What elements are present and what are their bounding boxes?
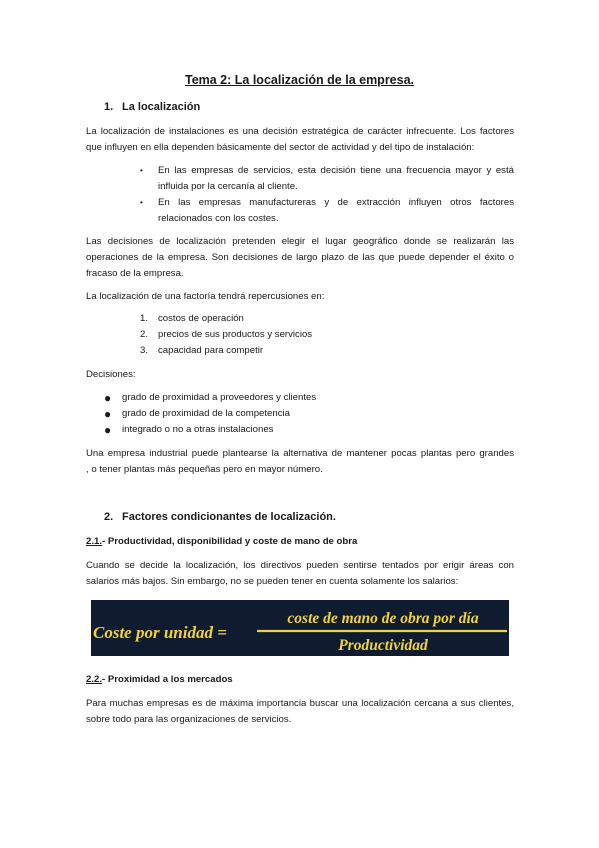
- bullet-line: En las empresas manufactureras y de extracción influyen otros factores: [158, 197, 514, 208]
- paragraph-line: La localización de una factoría tendrá repercusiones en:: [86, 291, 325, 302]
- list-item-text: precios de sus productos y servicios: [158, 329, 313, 340]
- cost-formula-image: [91, 600, 509, 656]
- bullet-icon: ●: [104, 423, 112, 437]
- section-1-title: La localización: [122, 101, 201, 113]
- list-item: [140, 311, 312, 327]
- list-item: [140, 327, 313, 343]
- subsection-title: - Productividad, disponibilidad y coste de mano de obra: [102, 536, 358, 547]
- paragraph-line: operaciones de la empresa. Son decisiones de largo plazo de las que puede depender el éxito o: [86, 252, 514, 263]
- list-number: 1.: [140, 313, 149, 324]
- paragraph-line: Para muchas empresas es de máxima importancia buscar una localización cercana a sus clientes,: [86, 698, 514, 709]
- bullet-line: relacionados con los costes.: [158, 213, 279, 224]
- intro-line: que influyen en ella dependen básicamente del sector de actividad y del tipo de instalación:: [86, 142, 475, 153]
- list-item-text: grado de proximidad a proveedores y clientes: [122, 392, 317, 403]
- formula-numerator: coste de mano de obra por día: [287, 610, 479, 627]
- list-item-text: grado de proximidad de la competencia: [122, 408, 290, 419]
- list-item: [104, 422, 316, 438]
- list-item-text: capacidad para competir: [158, 345, 264, 356]
- paragraph-line: sobre todo para las organizaciones de servicios.: [86, 714, 292, 725]
- bullet-line: influida por la cercanía al cliente.: [158, 181, 298, 192]
- list-item: [140, 195, 514, 227]
- paragraph-line: fracaso de la empresa.: [86, 268, 184, 279]
- numbered-list: [140, 311, 313, 359]
- markets-paragraph: [86, 696, 514, 728]
- formula-denominator: Productividad: [338, 637, 428, 654]
- section-1-number: 1.: [104, 101, 114, 113]
- repercussions-paragraph: [86, 289, 514, 305]
- intro-paragraph: [86, 124, 514, 156]
- bullet-icon: ●: [104, 391, 112, 405]
- paragraph-line: , o tener plantas más pequeñas pero en mayor número.: [86, 464, 323, 475]
- cost-formula-svg: [91, 600, 509, 656]
- list-item: [140, 163, 514, 195]
- list-item-text: costos de operación: [158, 313, 244, 324]
- labor-paragraph: [86, 558, 514, 590]
- section-2-title: Factores condicionantes de localización.: [122, 511, 336, 523]
- list-number: 3.: [140, 345, 149, 356]
- bullet-icon: •: [140, 198, 143, 207]
- bullet-line: En las empresas de servicios, esta decisión tiene una frecuencia mayor y está: [158, 165, 514, 176]
- intro-line: La localización de instalaciones es una decisión estratégica de carácter infrecuente. Los factores: [86, 126, 514, 137]
- bullet-icon: •: [140, 166, 143, 175]
- paragraph-line: Las decisiones de localización pretenden elegir el lugar geográfico donde se realizarán las: [86, 236, 514, 247]
- bullet-icon: ●: [104, 407, 112, 421]
- decisions-paragraph: [86, 234, 514, 282]
- paragraph-line: salarios más bajos. Sin embargo, no se pueden tener en cuenta solamente los salarios:: [86, 576, 459, 587]
- list-item: [104, 406, 316, 422]
- decisiones-list: [104, 390, 317, 438]
- section-2-number: 2.: [104, 511, 114, 523]
- paragraph-line: Cuando se decide la localización, los directivos pueden sentirse tentados por erigir áreas con: [86, 560, 514, 571]
- subsection-title: - Proximidad a los mercados: [102, 674, 233, 685]
- list-item-text: integrado o no a otras instalaciones: [122, 424, 274, 435]
- subsection-number: 2.2.: [86, 674, 103, 685]
- formula-lhs: Coste por unidad =: [93, 623, 227, 642]
- section-2-heading: [104, 509, 336, 525]
- page-title: Tema 2: La localización de la empresa.: [184, 73, 415, 87]
- subsection-2-2-heading: [86, 672, 233, 688]
- subsection-number: 2.1.: [86, 536, 103, 547]
- decisiones-label: [86, 367, 514, 383]
- decisiones-label-text: Decisiones:: [86, 369, 136, 380]
- list-item: [140, 343, 312, 359]
- section-1-heading: [104, 99, 200, 115]
- paragraph-line: Una empresa industrial puede plantearse la alternativa de mantener pocas plantas pero grandes: [86, 448, 514, 459]
- list-number: 2.: [140, 329, 149, 340]
- list-item: [104, 390, 317, 406]
- subsection-2-1-heading: [86, 534, 357, 550]
- industrial-paragraph: [86, 446, 514, 478]
